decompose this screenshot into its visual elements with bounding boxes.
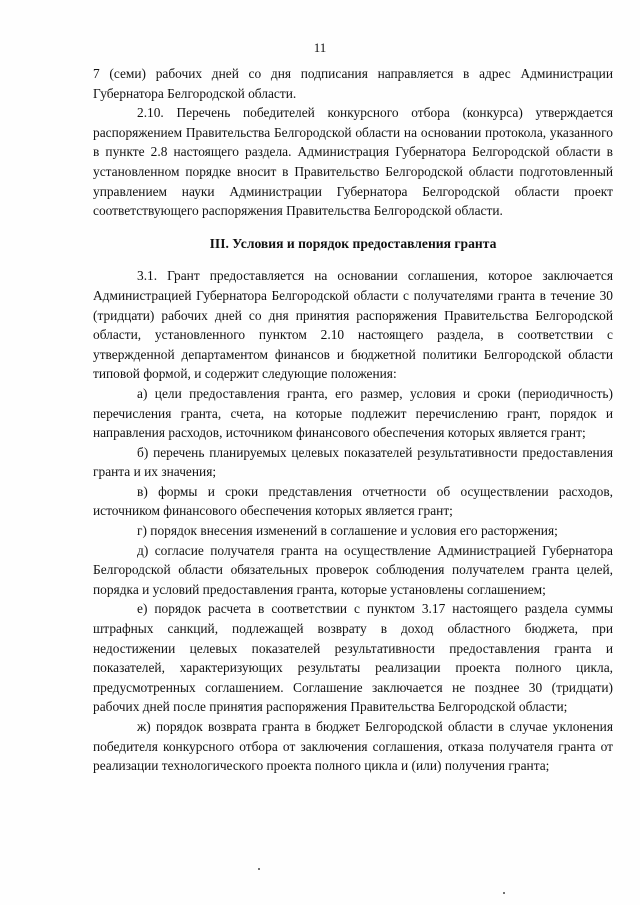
section-heading: III. Условия и порядок предоставления гранта [209, 235, 497, 251]
list-item-g: г) порядок внесения изменений в соглашение и условия его расторжения; [137, 523, 558, 539]
list-item-a: а) цели предоставления гранта, его размер, условия и сроки (периодичность) перечисления гранта, счета, на которые подлежит перечислению грант, порядок и направления расходов, источником финансового обеспечения которых является грант; [93, 385, 613, 441]
paragraph-3-1: 3.1. Грант предоставляется на основании соглашения, которое заключается Администрацией Губернатора Белгородской области с получателями гранта в течение 30 (тридцати) рабочих дней со дня принятия распоряжения Правительства Белгородской области, установленного пунктом 2.10 настоящего раздела, в соответствии с утвержденной департаментом финансов и бюджетной политики Белгородской области типовой формой, и содержит следующие положения: [93, 268, 613, 382]
scan-artifact-dot [258, 868, 260, 870]
list-item-b: б) перечень планируемых целевых показателей результативности предоставления гранта и их значения; [93, 444, 613, 480]
paragraph-continuation: 7 (семи) рабочих дней со дня подписания направляется в адрес Администрации Губернатора Белгородской области. [93, 66, 613, 101]
page-number: 11 [313, 40, 327, 55]
list-item-v: в) формы и сроки представления отчетности об осуществлении расходов, источником финансового обеспечения которых является грант; [93, 483, 613, 519]
paragraph-2-10: 2.10. Перечень победителей конкурсного отбора (конкурса) утверждается распоряжением Правительства Белгородской области на основании протокола, указанного в пункте 2.8 настоящего раздела. Администрация Губернатора Белгородской области в установленном порядке вносит в Правительство Белгородской области подготовленный управлением науки Администрации Губернатора Белгородской области проект соответствующего распоряжения Правительства Белгородской области. [93, 105, 613, 219]
list-item-e: е) порядок расчета в соответствии с пунктом 3.17 настоящего раздела суммы штрафных санкций, подлежащей возврату в доход областного бюджета, при недостижении целевых показателей результативности предоставления гранта и показателей, характеризующих результаты реализации проекта полного цикла, предусмотренных соглашением. Соглашение заключается не позднее 30 (тридцати) рабочих дней после принятия распоряжения Правительства Белгородской области; [93, 601, 613, 715]
list-item-d: д) согласие получателя гранта на осуществление Администрацией Губернатора Белгородской области обязательных проверок соблюдения получателем гранта целей, порядка и условий предоставления гранта, которые установлены соглашением; [93, 542, 613, 597]
scan-artifact-dot [503, 892, 505, 894]
list-item-zh: ж) порядок возврата гранта в бюджет Белгородской области в случае уклонения победителя конкурсного отбора от заключения соглашения, отказа получателя гранта от реализации технологического проекта полного цикла и (или) получения гранта; [93, 719, 613, 774]
document-body [93, 64, 613, 776]
